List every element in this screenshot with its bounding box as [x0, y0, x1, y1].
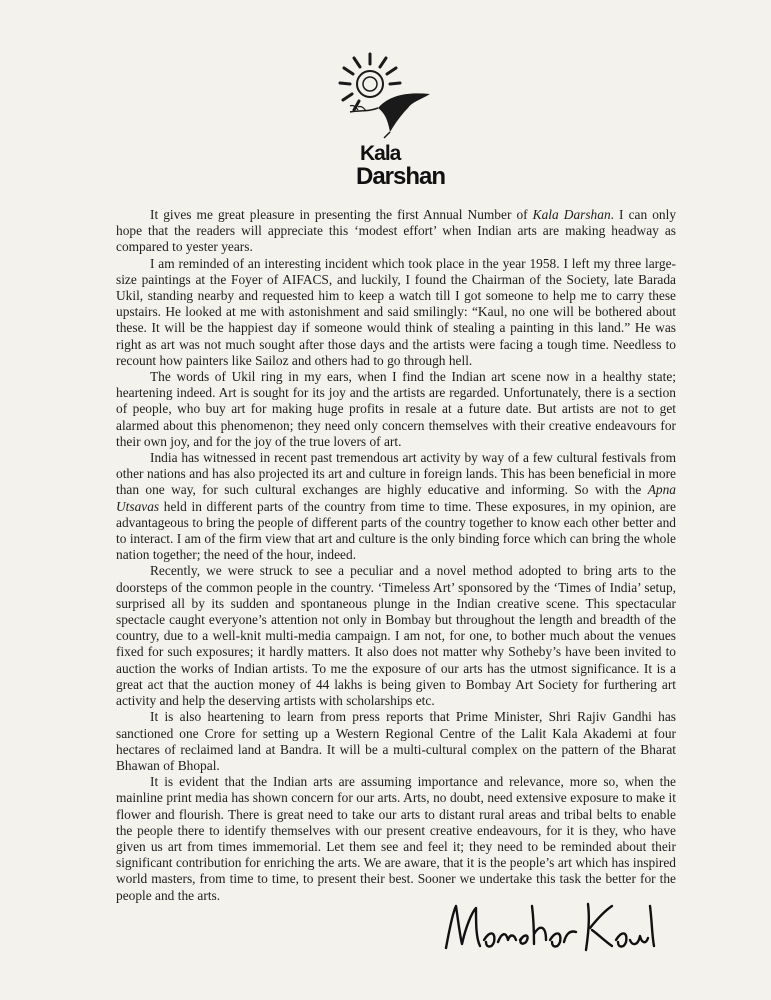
editorial-paragraph-6: It is also heartening to learn from press reports that Prime Minister, Shri Rajiv Gandhi has sanctioned one Crore for setting up a Western Regional Centre of the Lalit Kala Akademi at four hectares of reclaimed land at Bandra. It will be a multi-cultural complex on the pattern of the Bharat Bhawan of Bhopal.: [116, 709, 676, 773]
editorial-paragraph-2: I am reminded of an interesting incident which took place in the year 1958. I left my three large-size paintings at the Foyer of AIFACS, and luckily, I found the Chairman of the Society, late Barada Ukil, standing nearby and requested him to keep a watch till I got someone to help me to carry these upstairs. He looked at me with astonishment and said smilingly: “Kaul, no one will be bothered about these. It will be the happiest day if someone would think of stealing a painting in this land.” He was right as art was not much sought after those days and the artists were facing a tough time. Needless to recount how painters like Sailoz and others had to go through hell.: [116, 255, 676, 368]
editorial-paragraph-5: Recently, we were struck to see a peculiar and a novel method adopted to bring arts to the doorsteps of the common people in the country. ‘Timeless Art’ sponsored by the ‘Times of India’ setup, surprised all by its sudden and spontaneous plunge in the Indian creative scene. This spectacular spectacle caught everyone’s attention not only in Bombay but throughout the length and breadth of the country, due to a well-knit multi-media campaign. I am not, for one, to bother much about the venues fixed for such exposures; it hardly matters. It also does not matter why Sotheby’s have been invited to auction the works of Indian artists. To me the exposure of our arts has the utmost significance. It is a great act that the auction money of 44 lakhs is being given to Bombay Art Society for furthering art activity and help the deserving artists with scholarships etc.: [116, 563, 676, 709]
sun-dove-emblem-icon: [330, 50, 440, 140]
editorial-paragraph-1: It gives me great pleasure in presenting the first Annual Number of Kala Darshan. I can only hope that the readers will appreciate this ‘modest effort’ when Indian arts are making headway as compared to yester years.: [116, 207, 677, 255]
editorial-paragraph-7: It is evident that the Indian arts are assuming importance and relevance, more so, when the mainline print media has shown concern for our arts. Arts, no doubt, need extensive exposure to make it flower and flourish. There is great need to take our arts to distant rural areas and tribal belts to enable the people there to identify themselves with our present creative endeavours, for it is they, who have given us art from times immemorial. Let them see and feel it; they need to be reminded about their significant contribution for enriching the arts. We are aware, that it is the people’s art which has inspired world masters, from time to time, to present their best. Sooner we undertake this task the better for the people and the arts.: [116, 774, 676, 903]
editorial-body: [116, 207, 676, 904]
signature-icon: [440, 896, 660, 966]
festival-name-italic: Apna Utsavas: [116, 482, 676, 514]
editorial-paragraph-3: The words of Ukil ring in my ears, when I find the Indian art scene now in a healthy state; heartening indeed. Art is sought for its joy and the artists are regarded. Unfortunately, there is a section of people, who buy art for making huge profits in resale at a future date. But artists are not to get alarmed about this phenomenon; they need only concern themselves with their creative endeavours for their own joy, and for the joy of the true lovers of art.: [116, 369, 676, 449]
masthead-title: [356, 143, 445, 189]
editorial-paragraph-4: India has witnessed in recent past tremendous art activity by way of a few cultural festivals from other nations and has also projected its art and culture in foreign lands. This has been beneficial in more than one way, for such cultural exchanges are highly educative and informing. So with the Apna Utsavas held in different parts of the country from time to time. These exposures, in my opinion, are advantageous to bring the people of different parts of the country together to know each other better and to interact. I am of the firm view that art and culture is the only binding force which can bring the whole nation together; the need of the hour, indeed.: [116, 450, 676, 563]
magazine-title-italic: Kala Darshan: [532, 207, 611, 222]
masthead-line-2: Darshan: [356, 163, 446, 190]
masthead-line-1: Kala: [360, 142, 401, 165]
